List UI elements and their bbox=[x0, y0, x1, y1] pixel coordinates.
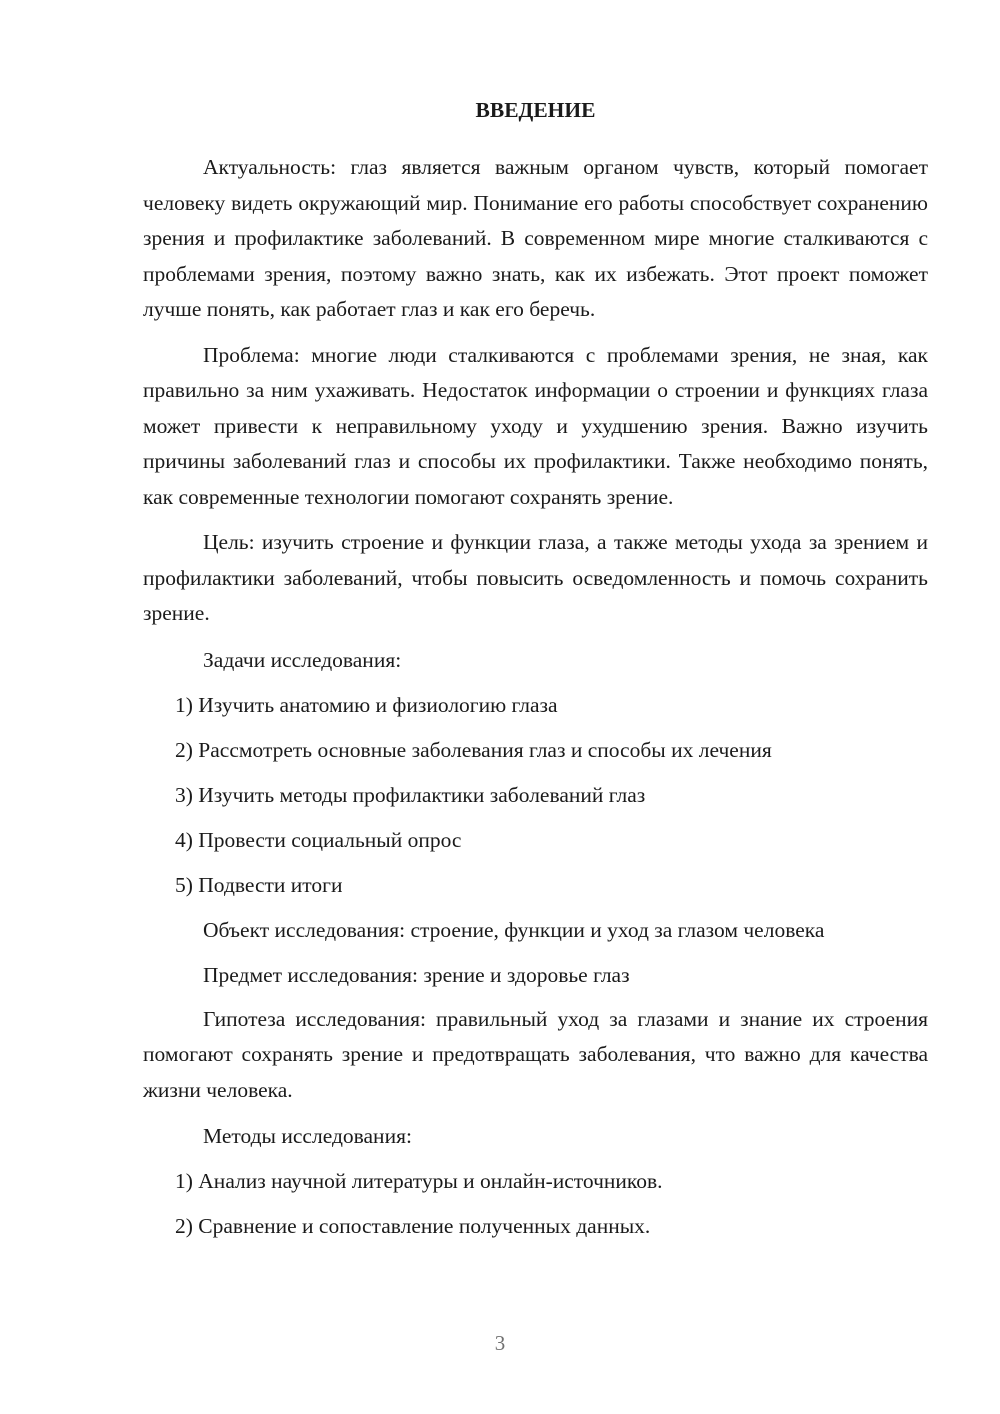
subject-line: Предмет исследования: зрение и здоровье глаз bbox=[203, 962, 630, 987]
list-item: 4) Провести социальный опрос bbox=[175, 827, 462, 852]
list-item: 1) Анализ научной литературы и онлайн-источников. bbox=[175, 1169, 663, 1193]
methods-heading: Методы исследования: bbox=[203, 1124, 412, 1148]
problem-paragraph: Проблема: многие люди сталкиваются с проблемами зрения, не зная, как правильно за ним ухаживать. Недостаток информации о строении и функциях глаза может привести к неправильному уходу и ухудшению зрения. Важно изучить причины заболеваний глаз и способы их профилактики. Также необходимо понять, как современные технологии помогают сохранять зрение. bbox=[143, 342, 928, 509]
goal-paragraph: Цель: изучить строение и функции глаза, а также методы ухода за зрением и профилактики заболеваний, чтобы повысить осведомленность и помочь сохранить зрение. bbox=[143, 530, 928, 625]
hypothesis-paragraph: Гипотеза исследования: правильный уход за глазами и знание их строения помогают сохранять зрение и предотвращать заболевания, что важно для качества жизни человека. bbox=[143, 1006, 928, 1102]
tasks-list bbox=[143, 687, 928, 903]
section-title: ВВЕДЕНИЕ bbox=[475, 98, 596, 122]
methods-list bbox=[143, 1163, 928, 1244]
page-number: 3 bbox=[494, 1331, 506, 1355]
tasks-heading: Задачи исследования: bbox=[203, 647, 402, 672]
list-item: 2) Рассмотреть основные заболевания глаз и способы их лечения bbox=[175, 737, 772, 762]
list-item: 3) Изучить методы профилактики заболеваний глаз bbox=[175, 782, 646, 807]
list-item: 2) Сравнение и сопоставление полученных данных. bbox=[175, 1214, 651, 1238]
object-line: Объект исследования: строение, функции и уход за глазом человека bbox=[203, 917, 825, 942]
list-item: 1) Изучить анатомию и физиологию глаза bbox=[175, 692, 558, 717]
document-page bbox=[143, 92, 928, 1253]
list-item: 5) Подвести итоги bbox=[175, 872, 343, 897]
relevance-paragraph: Актуальность: глаз является важным органом чувств, который помогает человеку видеть окружающий мир. Понимание его работы способствует сохранению зрения и профилактике заболеваний. В современном мире многие сталкиваются с проблемами зрения, поэтому важно знать, как их избежать. Этот проект поможет лучше понять, как работает глаз и как его беречь. bbox=[143, 155, 928, 321]
